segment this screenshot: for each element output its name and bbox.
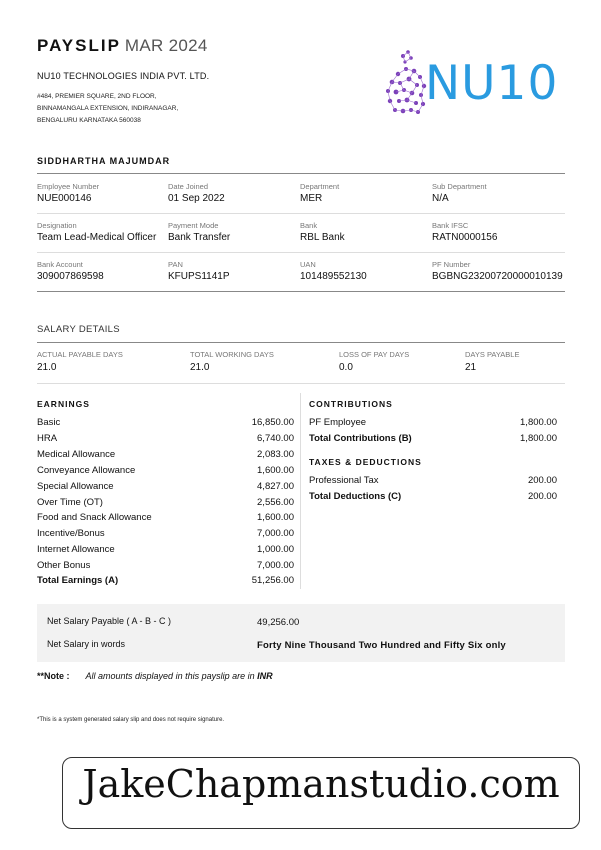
pf-employee-label: PF Employee xyxy=(309,417,367,428)
column-divider xyxy=(300,393,301,589)
total-deductions-amount: 200.00 xyxy=(527,491,557,502)
earning-label: Other Bonus xyxy=(37,560,91,571)
sub-department-value: N/A xyxy=(432,193,449,204)
earning-amount: 4,827.00 xyxy=(257,481,294,492)
uan-label: UAN xyxy=(300,260,316,269)
loss-of-pay-days-label: LOSS OF PAY DAYS xyxy=(339,350,410,359)
earning-amount: 2,556.00 xyxy=(257,497,294,508)
net-salary-words-label: Net Salary in words xyxy=(47,639,126,649)
earning-label: Food and Snack Allowance xyxy=(37,512,152,523)
footer-disclaimer: *This is a system generated salary slip and does not require signature. xyxy=(37,717,225,723)
date-joined-label: Date Joined xyxy=(168,182,209,191)
address-line-1: #484, PREMIER SQUARE, 2ND FLOOR, xyxy=(37,93,157,100)
date-joined-value: 01 Sep 2022 xyxy=(168,193,225,204)
earnings-title: EARNINGS xyxy=(37,399,90,409)
earning-amount: 2,083.00 xyxy=(257,449,294,460)
earning-label: Medical Allowance xyxy=(37,449,116,460)
contributions-title: CONTRIBUTIONS xyxy=(309,399,393,409)
employee-number-value: NUE000146 xyxy=(37,193,92,204)
pf-number-value: BGBNG23200720000010139 xyxy=(432,271,563,282)
address-line-3: BENGALURU KARNATAKA 560038 xyxy=(37,117,141,124)
note-currency: INR xyxy=(257,671,273,681)
earning-amount: 7,000.00 xyxy=(257,528,294,539)
total-working-days-value: 21.0 xyxy=(190,362,210,373)
payment-mode-value: Bank Transfer xyxy=(168,232,231,243)
earning-label: HRA xyxy=(37,433,58,444)
earning-label: Conveyance Allowance xyxy=(37,465,136,476)
net-salary-words-value: Forty Nine Thousand Two Hundred and Fifty Six only xyxy=(257,640,506,651)
professional-tax-amount: 200.00 xyxy=(527,475,557,486)
earning-label: Over Time (OT) xyxy=(37,497,103,508)
currency-note xyxy=(37,671,273,681)
earning-amount: 1,600.00 xyxy=(257,512,294,523)
divider xyxy=(37,252,565,253)
payslip-month: MAR 2024 xyxy=(124,36,208,55)
company-address xyxy=(37,91,178,127)
designation-value: Team Lead-Medical Officer xyxy=(37,232,157,243)
earning-amount: 1,600.00 xyxy=(257,465,294,476)
department-label: Department xyxy=(300,182,340,191)
divider xyxy=(37,291,565,292)
payslip-title-bold: PAYSLIP xyxy=(37,36,121,55)
pf-number-label: PF Number xyxy=(432,260,471,269)
deductions-title: TAXES & DEDUCTIONS xyxy=(309,457,422,467)
company-name: NU10 TECHNOLOGIES INDIA PVT. LTD. xyxy=(37,71,210,81)
earning-label: Special Allowance xyxy=(37,481,114,492)
department-value: MER xyxy=(300,193,323,204)
divider xyxy=(37,383,565,384)
watermark-text: JakeChapmanstudio.com xyxy=(82,762,560,806)
sub-department-label: Sub Department xyxy=(432,182,487,191)
loss-of-pay-days-value: 0.0 xyxy=(339,362,353,373)
earning-label: Basic xyxy=(37,417,61,428)
total-working-days-label: TOTAL WORKING DAYS xyxy=(190,350,274,359)
total-earnings-amount: 51,256.00 xyxy=(251,575,294,586)
actual-payable-days-value: 21.0 xyxy=(37,362,57,373)
days-payable-value: 21 xyxy=(465,362,477,373)
professional-tax-label: Professional Tax xyxy=(309,475,379,486)
total-contributions-amount: 1,800.00 xyxy=(520,433,557,444)
bank-account-label: Bank Account xyxy=(37,260,83,269)
salary-details-title: SALARY DETAILS xyxy=(37,324,120,335)
earning-label: Internet Allowance xyxy=(37,544,115,555)
uan-value: 101489552130 xyxy=(300,271,367,282)
actual-payable-days-label: ACTUAL PAYABLE DAYS xyxy=(37,350,123,359)
designation-label: Designation xyxy=(37,221,77,230)
divider xyxy=(37,342,565,343)
note-text: All amounts displayed in this payslip are in xyxy=(85,671,255,681)
bank-ifsc-value: RATN0000156 xyxy=(432,232,498,243)
employee-name: SIDDHARTHA MAJUMDAR xyxy=(37,156,171,166)
net-salary-payable-value: 49,256.00 xyxy=(257,617,300,628)
note-prefix: **Note : xyxy=(37,671,70,681)
divider xyxy=(37,213,565,214)
net-salary-payable-label: Net Salary Payable ( A - B - C ) xyxy=(47,616,172,626)
total-deductions-label: Total Deductions (C) xyxy=(309,491,402,502)
bank-ifsc-label: Bank IFSC xyxy=(432,221,469,230)
days-payable-label: DAYS PAYABLE xyxy=(465,350,520,359)
pf-employee-amount: 1,800.00 xyxy=(520,417,557,428)
logo-wordmark: NU10 xyxy=(425,56,559,111)
pan-value: KFUPS1141P xyxy=(168,271,230,282)
payment-mode-label: Payment Mode xyxy=(168,221,219,230)
earning-label: Incentive/Bonus xyxy=(37,528,105,539)
divider xyxy=(37,173,565,174)
total-earnings-label: Total Earnings (A) xyxy=(37,575,119,586)
earning-amount: 6,740.00 xyxy=(257,433,294,444)
earning-amount: 16,850.00 xyxy=(251,417,294,428)
bank-value: RBL Bank xyxy=(300,232,345,243)
payslip-title xyxy=(37,36,208,56)
employee-number-label: Employee Number xyxy=(37,182,100,191)
address-line-2: BINNAMANGALA EXTENSION, INDIRANAGAR, xyxy=(37,105,179,112)
bank-account-value: 309007869598 xyxy=(37,271,104,282)
bank-label: Bank xyxy=(300,221,318,230)
net-salary-box xyxy=(37,604,565,662)
pan-label: PAN xyxy=(168,260,183,269)
total-contributions-label: Total Contributions (B) xyxy=(309,433,412,444)
earning-amount: 7,000.00 xyxy=(257,560,294,571)
earning-amount: 1,000.00 xyxy=(257,544,294,555)
